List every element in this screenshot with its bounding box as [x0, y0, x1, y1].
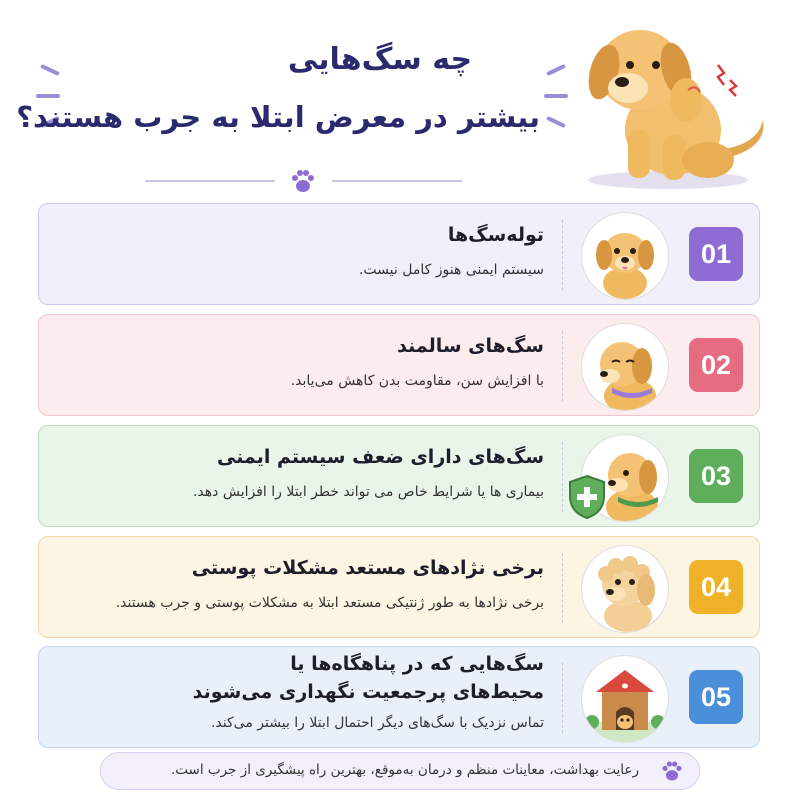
card-description: سیستم ایمنی هنوز کامل نیست.: [358, 262, 544, 278]
footer-text: رعایت بهداشت، معاینات منظم و درمان به‌موقع، بهترین راه پیشگیری از جرب است.: [171, 762, 639, 778]
card-separator: [562, 220, 563, 290]
card-shelter-dogs: [38, 646, 760, 748]
card-title: سگ‌های سالمند: [397, 335, 544, 357]
page-title-line2: بیشتر در معرض ابتلا به جرب هستند؟: [16, 100, 540, 134]
doghouse-icon: [581, 655, 669, 743]
card-title-line2: محیط‌های پرجمعیت نگهداری می‌شوند: [192, 681, 544, 703]
title-divider-right: [332, 180, 462, 182]
card-number-badge: 03: [689, 449, 743, 503]
paw-icon: [659, 758, 685, 784]
card-title-line1: سگ‌هایی که در پناهگاه‌ها یا: [290, 653, 544, 675]
card-number-badge: 01: [689, 227, 743, 281]
paw-icon: [288, 166, 318, 196]
card-number-badge: 05: [689, 670, 743, 724]
card-title: توله‌سگ‌ها: [447, 224, 544, 246]
card-skin-prone-breeds: [38, 536, 760, 638]
card-number-badge: 02: [689, 338, 743, 392]
card-separator: [562, 331, 563, 401]
footer-tip: [100, 752, 700, 790]
card-weak-immune-dogs: [38, 425, 760, 527]
card-description: با افزایش سن، مقاومت بدن کاهش می‌یابد.: [290, 373, 544, 389]
card-title: برخی نژادهای مستعد مشکلات پوستی: [191, 557, 544, 579]
card-senior-dogs: [38, 314, 760, 416]
title-divider-left: [145, 180, 275, 182]
card-separator: [562, 553, 563, 623]
card-puppies: [38, 203, 760, 305]
scratching-dog-illustration: [568, 10, 778, 190]
page-title-line1: چه سگ‌هایی: [287, 42, 473, 77]
shield-icon: [567, 474, 607, 520]
card-title: سگ‌های دارای ضعف سیستم ایمنی: [217, 446, 544, 468]
curly-dog-icon: [581, 545, 669, 633]
card-separator: [562, 442, 563, 512]
senior-dog-icon: [581, 323, 669, 411]
puppy-icon: [581, 212, 669, 300]
card-description: تماس نزدیک با سگ‌های دیگر احتمال ابتلا را بیشتر می‌کند.: [210, 715, 544, 731]
card-description: بیماری ها یا شرایط خاص می تواند خطر ابتلا را افزایش دهد.: [192, 484, 544, 500]
card-number-badge: 04: [689, 560, 743, 614]
card-separator: [562, 663, 563, 733]
card-description: برخی نژادها به طور ژنتیکی مستعد ابتلا به مشکلات پوستی و جرب هستند.: [115, 595, 544, 611]
